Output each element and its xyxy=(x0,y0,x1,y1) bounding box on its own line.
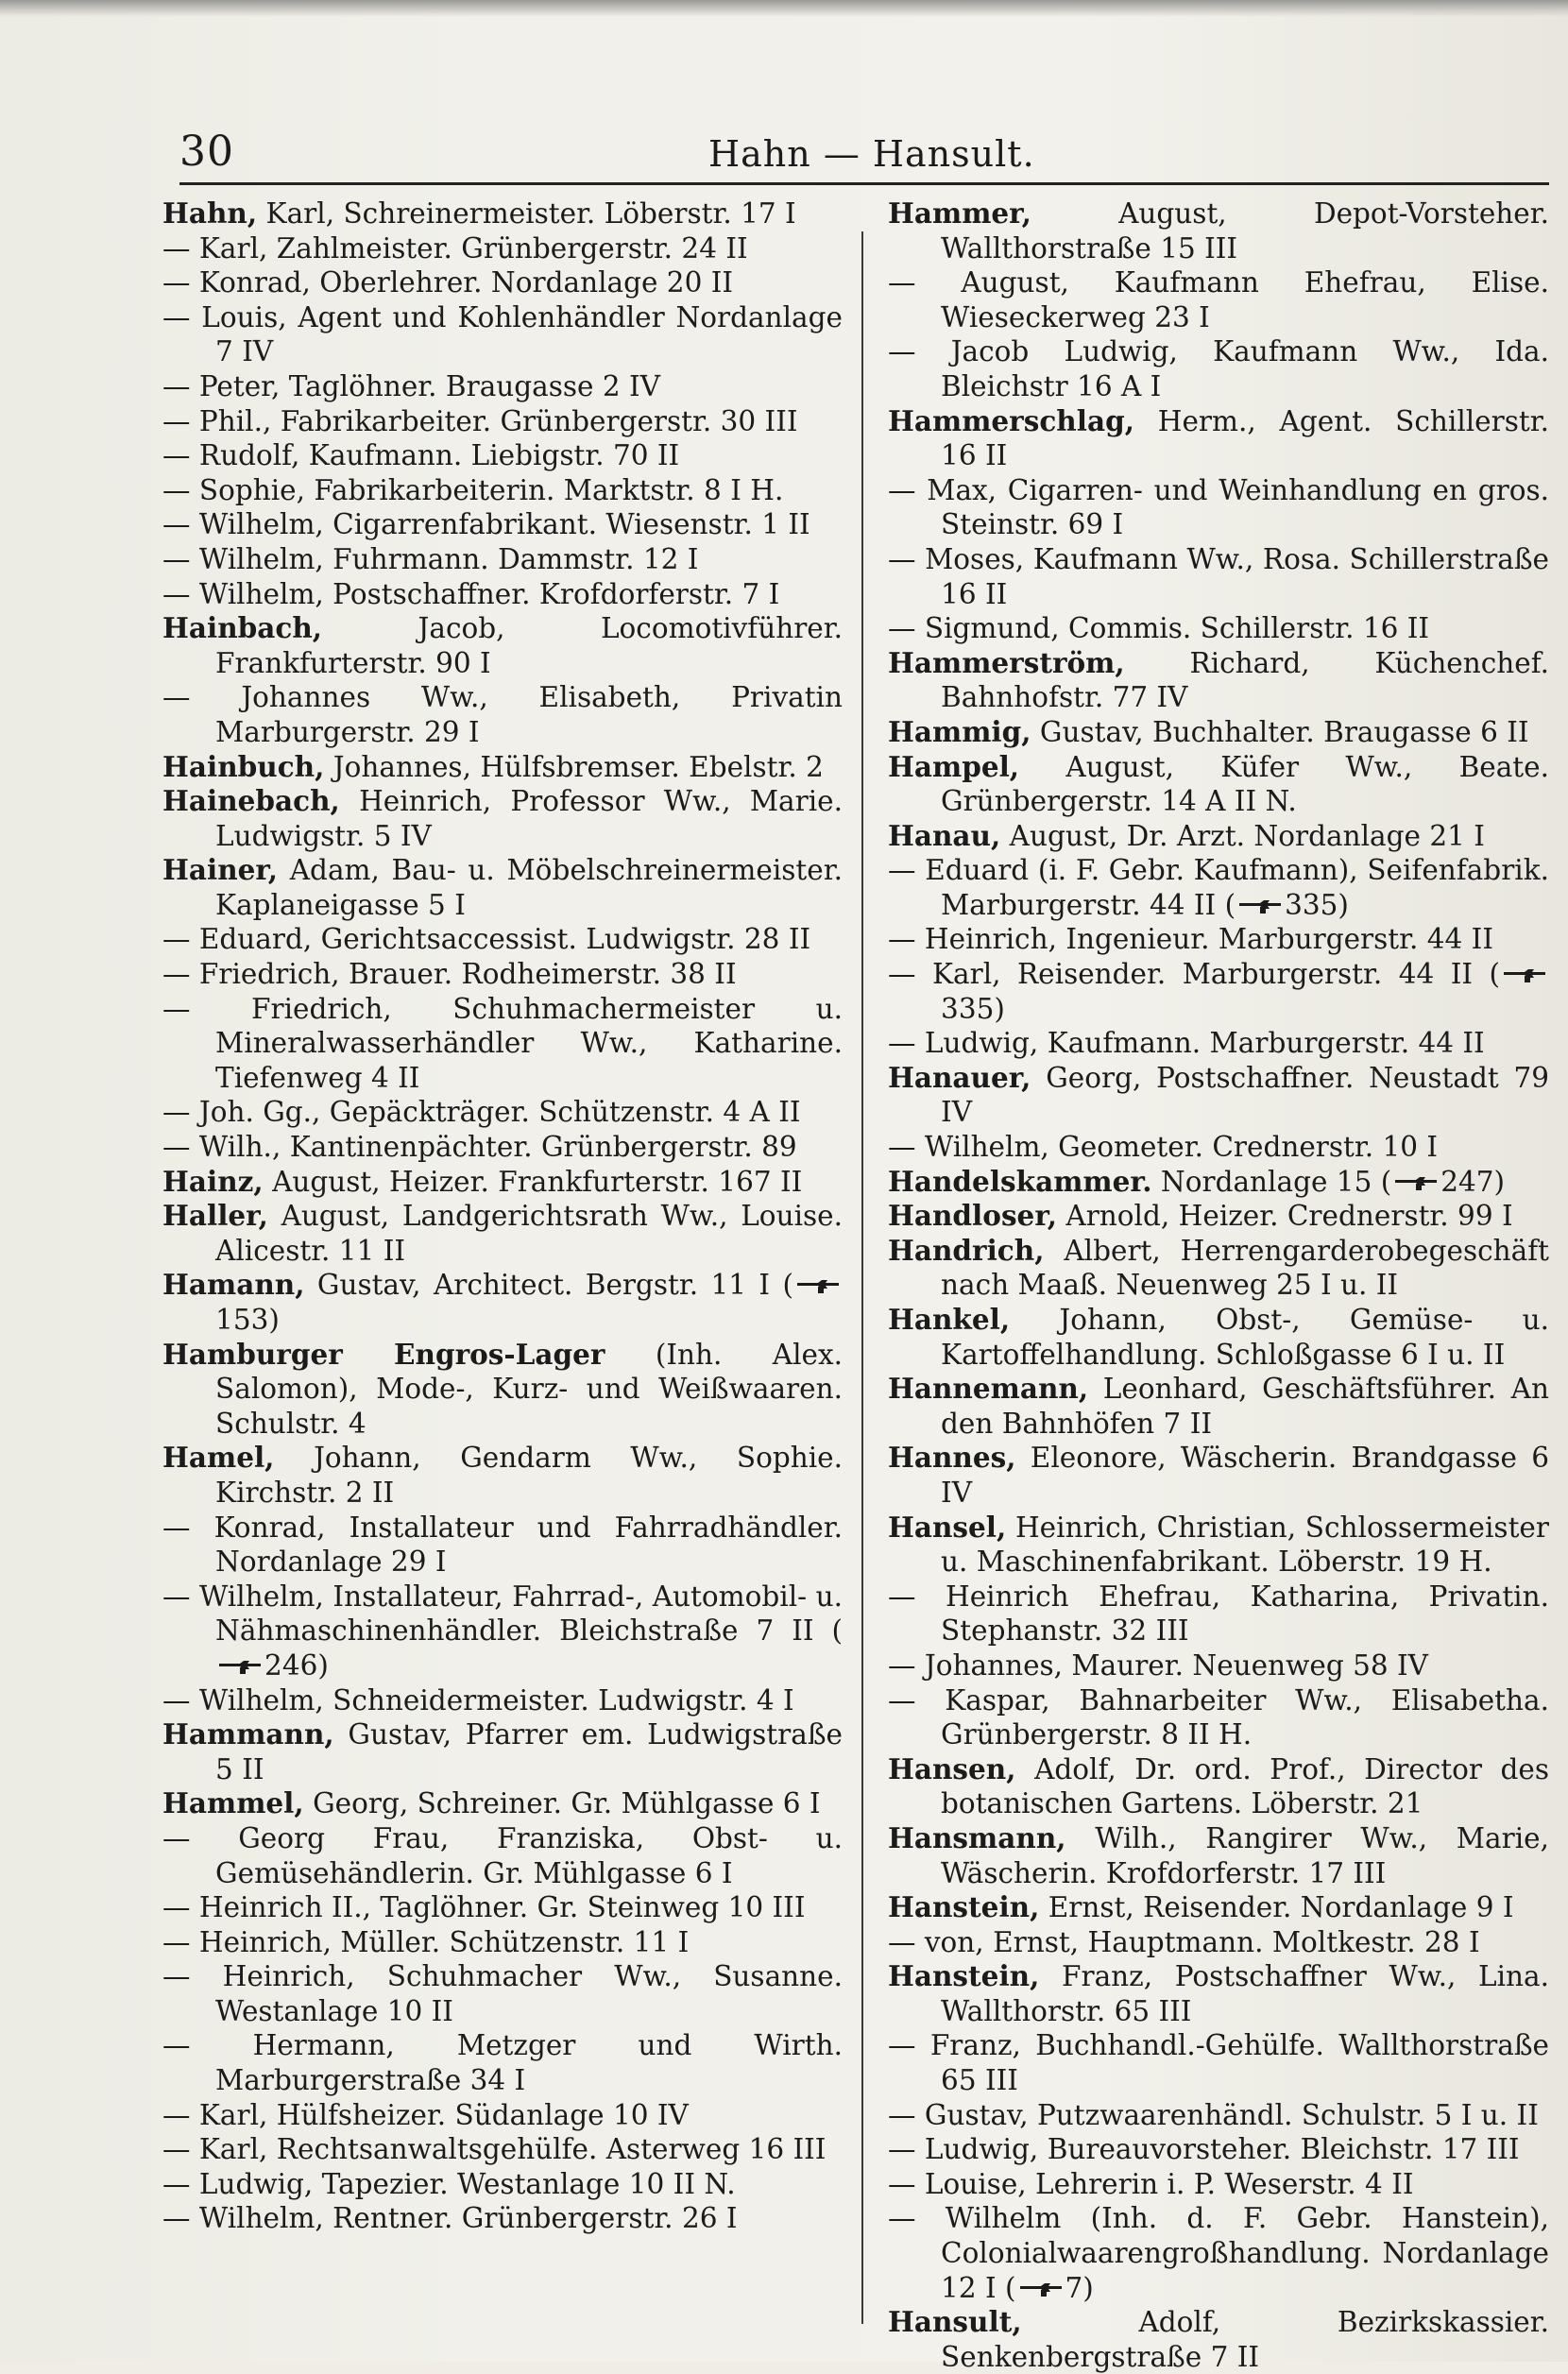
entry-text: Ludwig, Tapezier. Westanlage 10 II N. xyxy=(198,2167,736,2200)
directory-entry xyxy=(162,1786,843,1821)
entry-name: Hanstein, xyxy=(888,1959,1040,1993)
entry-name: — xyxy=(162,1096,191,1129)
entry-text: Heinrich II., Taglöhner. Gr. Steinweg 10 III xyxy=(198,1891,806,1924)
entry-text: August, Dr. Arzt. Nordanlage 21 I xyxy=(1009,819,1485,852)
entry-text: Ernst, Hauptmann. Moltkestr. 28 I xyxy=(993,1925,1480,1958)
directory-entry xyxy=(888,1925,1549,1960)
entry-text: Konrad, Oberlehrer. Nordanlage 20 II xyxy=(198,266,734,299)
telephone-reference: (246) xyxy=(215,1614,843,1682)
directory-entry xyxy=(888,542,1549,611)
entry-text: Heinrich, Christian, Schlossermeister u. Maschinenfabrikant. Löberstr. 19 H. xyxy=(941,1511,1549,1579)
entry-text: Ludwig, Kaufmann. Marburgerstr. 44 II xyxy=(924,1027,1485,1060)
entry-name: Handelskammer. xyxy=(888,1164,1152,1198)
entry-name: — xyxy=(162,2098,191,2131)
telephone-number: 153 xyxy=(215,1304,269,1336)
entry-name: — xyxy=(162,439,191,472)
directory-entry xyxy=(888,2132,1549,2167)
entry-name: — xyxy=(888,612,916,645)
entry-text: Eduard (i. F. Gebr. Kaufmann), Seifenfabrik. Marburgerstr. 44 II xyxy=(925,854,1549,921)
directory-entry xyxy=(162,542,843,577)
telephone-number: 7 xyxy=(1065,2271,1083,2304)
entry-text: Wilhelm, Rentner. Grünbergerstr. 26 I xyxy=(198,2202,738,2235)
directory-entry xyxy=(888,750,1549,819)
entry-text: Heinrich, Schuhmacher Ww., Susanne. Westanlage 10 II xyxy=(215,1960,843,2027)
entry-text: August, Depot-Vorsteher. Wallthorstraße 15 III xyxy=(941,197,1549,265)
entry-text: Johann, Gendarm Ww., Sophie. Kirchstr. 2 II xyxy=(215,1442,843,1509)
entry-name: Hanstein, xyxy=(888,1890,1040,1924)
entry-name: Handloser, xyxy=(888,1199,1057,1233)
directory-entry xyxy=(162,1199,843,1268)
entry-name: — xyxy=(888,266,916,299)
running-head: Hahn — Hansult. xyxy=(708,133,1035,175)
entry-text: Adolf, Bezirkskassier. Senkenbergstraße 7 II xyxy=(941,2306,1549,2373)
entry-text: Wilhelm (Inh. d. F. Gebr. Hanstein), Colonialwaarengroßhandlung. Nordanlage 12 I xyxy=(941,2202,1549,2304)
entry-text: Rudolf, Kaufmann. Liebigstr. 70 II xyxy=(198,439,680,472)
entry-text: Wilhelm, Geometer. Crednerstr. 10 I xyxy=(924,1131,1439,1164)
entry-name: Hainebach, xyxy=(162,784,340,818)
directory-entry xyxy=(888,196,1549,265)
directory-entry xyxy=(162,611,843,680)
entry-name: Hammerschlag, xyxy=(888,403,1134,437)
directory-entry xyxy=(162,784,843,853)
directory-entry xyxy=(888,646,1549,715)
entry-name: — xyxy=(162,2202,191,2235)
entry-name: — xyxy=(162,2167,191,2200)
pointing-hand-icon xyxy=(217,1659,263,1676)
directory-entry xyxy=(888,1026,1549,1061)
entry-name: — xyxy=(162,1925,191,1958)
entry-text: Nordanlage 15 xyxy=(1160,1165,1372,1198)
entry-name: Hannes, xyxy=(888,1441,1016,1475)
directory-entry xyxy=(888,1130,1549,1165)
entry-name: — xyxy=(162,266,191,299)
column-divider xyxy=(861,231,863,2324)
entry-name: Haller, xyxy=(162,1199,268,1233)
entry-text: Franz, Buchhandl.-Gehülfe. Wallthorstraße 65 III xyxy=(929,2029,1549,2097)
entry-text: Eleonore, Wäscherin. Brandgasse 6 IV xyxy=(941,1442,1549,1509)
entry-text: Adolf, Dr. ord. Prof., Director des botanischen Gartens. Löberstr. 21 xyxy=(941,1752,1549,1820)
entry-name: — xyxy=(888,958,916,991)
entry-name: Hamel, xyxy=(162,1441,275,1475)
entry-text: Albert, Herrengarderobegeschäft nach Maaß. Neuenweg 25 I u. II xyxy=(941,1234,1549,1302)
entry-name: — xyxy=(888,2133,916,2166)
entry-name: — xyxy=(162,681,191,714)
entry-name: — von, xyxy=(888,1925,984,1958)
entry-text: Louis, Agent und Kohlenhändler Nordanlage 7 IV xyxy=(201,300,843,368)
directory-entry xyxy=(888,334,1549,403)
entry-text: Wilhelm, Installateur, Fahrrad-, Automobil- u. Nähmaschinenhändler. Bleichstraße 7 II xyxy=(199,1580,843,1648)
entry-name: Hammerström, xyxy=(888,645,1125,679)
telephone-number: 335 xyxy=(1285,888,1338,921)
entry-text: Karl, Zahlmeister. Grünbergerstr. 24 II xyxy=(198,231,748,265)
directory-entry xyxy=(162,404,843,439)
directory-entry xyxy=(162,1959,843,2028)
entry-name: Hansult, xyxy=(888,2305,1022,2339)
telephone-reference: (335) xyxy=(941,958,1549,1025)
entry-name: — xyxy=(162,508,191,541)
telephone-number: 335 xyxy=(941,992,995,1025)
entry-name: — xyxy=(162,958,191,991)
directory-entry xyxy=(162,507,843,542)
entry-text: August, Kaufmann Ehefrau, Elise. Wieseckerweg 23 I xyxy=(941,266,1549,333)
directory-entry xyxy=(162,438,843,473)
entry-text: Karl, Reisender. Marburgerstr. 44 II xyxy=(931,958,1474,991)
entry-text: Ernst, Reisender. Nordanlage 9 I xyxy=(1048,1891,1514,1924)
entry-text: Jacob Ludwig, Kaufmann Ww., Ida. Bleichstr 16 A I xyxy=(941,335,1549,402)
entry-name: — xyxy=(162,300,191,333)
entry-text: Wilh., Kantinenpächter. Grünbergerstr. 89 xyxy=(198,1131,797,1164)
entry-text: Georg Frau, Franziska, Obst- u. Gemüsehändlerin. Gr. Mühlgasse 6 I xyxy=(215,1821,843,1889)
directory-entry xyxy=(888,1511,1549,1580)
directory-entry xyxy=(162,1441,843,1510)
entry-text: Johannes, Hülfsbremser. Ebelstr. 2 xyxy=(332,750,824,783)
entry-text: Sigmund, Commis. Schillerstr. 16 II xyxy=(924,612,1430,645)
entry-text: Sophie, Fabrikarbeiterin. Marktstr. 8 I H. xyxy=(198,473,784,506)
entry-name: Hahn, xyxy=(162,196,258,230)
directory-entry xyxy=(888,2305,1549,2374)
directory-entry xyxy=(888,1199,1549,1234)
entry-text: Johannes, Maurer. Neuenweg 58 IV xyxy=(924,1648,1428,1682)
entry-name: Hammann, xyxy=(162,1717,334,1751)
directory-entry xyxy=(162,2028,843,2097)
entry-text: Friedrich, Schuhmachermeister u. Mineralwasserhändler Ww., Katharine. Tiefenweg 4 II xyxy=(215,992,843,1094)
entry-name: Hansel, xyxy=(888,1510,1007,1544)
entry-text: August, Küfer Ww., Beate. Grünbergerstr. 14 A II N. xyxy=(941,750,1549,818)
directory-entry xyxy=(162,2201,843,2236)
directory-entry xyxy=(162,1821,843,1890)
directory-entry xyxy=(888,473,1549,542)
entry-name: — xyxy=(888,542,916,575)
entry-text: Herm., Agent. Schillerstr. 16 II xyxy=(941,404,1549,472)
entry-name: — xyxy=(888,1027,916,1060)
directory-entry xyxy=(888,1580,1549,1648)
entry-text: Georg, Postschaffner. Neustadt 79 IV xyxy=(941,1061,1549,1129)
directory-entry xyxy=(888,2098,1549,2133)
directory-entry xyxy=(162,992,843,1096)
entry-text: Johann, Obst-, Gemüse- u. Kartoffelhandlung. Schloßgasse 6 I u. II xyxy=(941,1304,1549,1371)
entry-text: Arnold, Heizer. Crednerstr. 99 I xyxy=(1065,1200,1513,1233)
entry-text: Richard, Küchenchef. Bahnhofstr. 77 IV xyxy=(941,646,1549,714)
entry-name: — xyxy=(162,1511,191,1544)
entry-name: — xyxy=(888,2098,916,2131)
directory-entry xyxy=(162,1095,843,1130)
directory-entry xyxy=(162,196,843,231)
entry-name: Hammel, xyxy=(162,1786,304,1820)
entry-name: Hainbuch, xyxy=(162,749,325,783)
page-number: 30 xyxy=(179,128,234,176)
entry-text: Wilhelm, Cigarrenfabrikant. Wiesenstr. 1 II xyxy=(198,508,810,541)
entry-text: Karl, Hülfsheizer. Südanlage 10 IV xyxy=(198,2098,689,2131)
directory-entry xyxy=(162,957,843,992)
directory-entry xyxy=(888,1061,1549,1130)
left-column xyxy=(162,196,843,2236)
directory-entry xyxy=(888,1303,1549,1372)
entry-name: — xyxy=(162,2133,191,2166)
pointing-hand-icon xyxy=(795,1278,841,1295)
directory-entry xyxy=(888,715,1549,750)
entry-text: Jacob, Locomotivführer. Frankfurterstr. 90 I xyxy=(215,612,843,679)
directory-entry xyxy=(888,1959,1549,2028)
directory-entry xyxy=(888,957,1549,1026)
entry-text: Peter, Taglöhner. Braugasse 2 IV xyxy=(198,369,660,402)
entry-name: — xyxy=(162,231,191,265)
entry-name: — xyxy=(162,542,191,575)
telephone-number: 247 xyxy=(1440,1165,1494,1198)
telephone-number: 246 xyxy=(264,1648,318,1682)
entry-text: Heinrich, Professor Ww., Marie. Ludwigstr. 5 IV xyxy=(215,785,843,852)
entry-text: Gustav, Pfarrer em. Ludwigstraße 5 II xyxy=(215,1718,843,1785)
header-rule xyxy=(179,182,1549,185)
directory-entry xyxy=(162,853,843,922)
directory-entry xyxy=(162,1165,843,1200)
entry-text: Wilh., Rangirer Ww., Marie, Wäscherin. Krofdorferstr. 17 III xyxy=(941,1821,1549,1889)
entry-name: — xyxy=(162,1131,191,1164)
directory-entry xyxy=(888,1890,1549,1925)
directory-entry xyxy=(888,611,1549,646)
entry-name: Handrich, xyxy=(888,1233,1045,1267)
directory-entry xyxy=(162,1580,843,1683)
entry-text: Kaspar, Bahnarbeiter Ww., Elisabetha. Grünbergerstr. 8 II H. xyxy=(941,1683,1549,1751)
entry-name: Hammer, xyxy=(888,196,1031,230)
entry-text: Joh. Gg., Gepäckträger. Schützenstr. 4 A II xyxy=(198,1096,801,1129)
entry-name: — xyxy=(162,992,191,1025)
entry-name: — xyxy=(888,1648,916,1682)
directory-entry xyxy=(162,300,843,369)
entry-name: — xyxy=(162,1683,191,1716)
entry-name: — xyxy=(162,369,191,402)
directory-entry xyxy=(162,1925,843,1960)
entry-name: — xyxy=(162,1891,191,1924)
directory-entry xyxy=(162,1717,843,1786)
entry-text: Gustav, Buchhalter. Braugasse 6 II xyxy=(1039,715,1529,748)
entry-name: — xyxy=(162,577,191,610)
directory-entry xyxy=(162,2098,843,2133)
entry-name: Hannemann, xyxy=(888,1372,1089,1406)
directory-entry xyxy=(888,1648,1549,1683)
entry-name: Hanau, xyxy=(888,818,1001,852)
entry-name: — xyxy=(888,854,916,887)
directory-entry xyxy=(162,680,843,749)
entry-text: Max, Cigarren- und Weinhandlung en gros. Steinstr. 69 I xyxy=(927,473,1549,541)
directory-entry xyxy=(162,1511,843,1580)
directory-entry xyxy=(888,1441,1549,1510)
entry-name: Hainer, xyxy=(162,853,279,887)
entry-text: Phil., Fabrikarbeiter. Grünbergerstr. 30 III xyxy=(198,404,798,437)
entry-text: Konrad, Installateur und Fahrradhändler. Nordanlage 29 I xyxy=(213,1511,843,1579)
entry-name: Hanauer, xyxy=(888,1060,1031,1094)
directory-entry xyxy=(888,2028,1549,2097)
telephone-reference: ( 247) xyxy=(1372,1165,1506,1198)
directory-entry xyxy=(888,1821,1549,1890)
entry-name: Hankel, xyxy=(888,1303,1011,1336)
entry-name: Hamburger Engros-Lager xyxy=(162,1337,605,1371)
entry-text: Hermann, Metzger und Wirth. Marburgerstraße 34 I xyxy=(215,2029,843,2097)
directory-entry xyxy=(888,1372,1549,1441)
directory-entry xyxy=(162,922,843,957)
entry-text: Franz, Postschaffner Ww., Lina. Wallthorstr. 65 III xyxy=(941,1960,1549,2027)
entry-name: Hainz, xyxy=(162,1164,264,1198)
directory-entry xyxy=(162,2167,843,2202)
entry-text: Johannes Ww., Elisabeth, Privatin Marburgerstr. 29 I xyxy=(215,681,843,748)
directory-entry xyxy=(888,2167,1549,2202)
entry-text: Wilhelm, Postschaffner. Krofdorferstr. 7 I xyxy=(198,577,780,610)
entry-text: Adam, Bau- u. Möbelschreinermeister. Kaplaneigasse 5 I xyxy=(215,854,843,921)
directory-entry xyxy=(162,577,843,612)
entry-name: — xyxy=(888,923,916,956)
entry-text: Ludwig, Bureauvorsteher. Bleichstr. 17 III xyxy=(924,2133,1520,2166)
entry-name: — xyxy=(888,473,916,506)
entry-name: — xyxy=(888,1131,916,1164)
directory-entry xyxy=(888,2201,1549,2305)
right-column xyxy=(888,196,1549,2374)
telephone-reference: (153) xyxy=(215,1269,843,1336)
directory-entry xyxy=(162,473,843,508)
directory-entry xyxy=(888,265,1549,334)
entry-name: — xyxy=(888,2202,916,2235)
entry-name: Hainbach, xyxy=(162,611,323,645)
entry-text: Heinrich, Ingenieur. Marburgerstr. 44 II xyxy=(924,923,1493,956)
directory-entry xyxy=(888,819,1549,854)
entry-name: — xyxy=(888,1683,916,1716)
telephone-reference: ( 335) xyxy=(1216,888,1349,921)
directory-entry xyxy=(162,1130,843,1165)
directory-entry xyxy=(162,750,843,785)
entry-text: (Inh. Alex. Salomon), Mode-, Kurz- und Weißwaaren. Schulstr. 4 xyxy=(215,1338,843,1440)
directory-entry xyxy=(162,1268,843,1337)
entry-name: — xyxy=(162,923,191,956)
entry-text: Wilhelm, Fuhrmann. Dammstr. 12 I xyxy=(198,542,699,575)
entry-name: — xyxy=(162,1960,191,1993)
entry-text: Gustav, Putzwaarenhändl. Schulstr. 5 I u. II xyxy=(924,2098,1539,2131)
page-top-edge-shadow xyxy=(0,0,1568,17)
entry-name: — xyxy=(162,404,191,437)
entry-text: Wilhelm, Schneidermeister. Ludwigstr. 4 I xyxy=(198,1683,794,1716)
entry-name: — xyxy=(162,1580,191,1613)
entry-text: Heinrich, Müller. Schützenstr. 11 I xyxy=(198,1925,690,1958)
entry-name: Hansen, xyxy=(888,1751,1016,1785)
directory-entry xyxy=(162,2132,843,2167)
entry-name: — xyxy=(888,335,916,368)
telephone-reference: ( 7) xyxy=(996,2271,1094,2304)
entry-text: Gustav, Architect. Bergstr. 11 I xyxy=(316,1269,771,1302)
entry-text: Karl, Rechtsanwaltsgehülfe. Asterweg 16 III xyxy=(198,2133,827,2166)
entry-text: August, Heizer. Frankfurterstr. 167 II xyxy=(272,1165,803,1198)
entry-name: — xyxy=(888,2167,916,2200)
entry-name: Hamann, xyxy=(162,1268,305,1302)
entry-name: Hammig, xyxy=(888,714,1031,748)
directory-entry xyxy=(888,1165,1549,1200)
directory-entry xyxy=(888,922,1549,957)
directory-entry xyxy=(888,1752,1549,1821)
entry-text: Georg, Schreiner. Gr. Mühlgasse 6 I xyxy=(313,1787,821,1820)
entry-text: Friedrich, Brauer. Rodheimerstr. 38 II xyxy=(198,958,737,991)
entry-name: Hampel, xyxy=(888,749,1020,783)
directory-entry xyxy=(888,404,1549,473)
entry-name: — xyxy=(162,473,191,506)
directory-entry xyxy=(162,369,843,404)
entry-name: — xyxy=(162,2029,191,2062)
entry-name: Hansmann, xyxy=(888,1820,1066,1854)
pointing-hand-icon xyxy=(1502,967,1547,984)
entry-text: Leonhard, Geschäftsführer. An den Bahnhöfen 7 II xyxy=(941,1373,1549,1440)
pointing-hand-icon xyxy=(1393,1175,1439,1192)
directory-entry xyxy=(888,1683,1549,1752)
entry-text: August, Landgerichtsrath Ww., Louise. Alicestr. 11 II xyxy=(215,1200,843,1267)
entry-text: Moses, Kaufmann Ww., Rosa. Schillerstraße 16 II xyxy=(925,542,1549,610)
directory-entry xyxy=(162,1890,843,1925)
directory-entry xyxy=(888,853,1549,922)
entry-name: — xyxy=(162,1821,191,1854)
directory-entry xyxy=(162,1338,843,1442)
entry-text: Louise, Lehrerin i. P. Weserstr. 4 II xyxy=(924,2167,1414,2200)
entry-name: — xyxy=(888,2029,916,2062)
directory-entry xyxy=(162,265,843,300)
pointing-hand-icon xyxy=(1018,2281,1064,2298)
entry-text: Eduard, Gerichtsaccessist. Ludwigstr. 28 II xyxy=(198,923,811,956)
page-header xyxy=(179,128,1549,184)
pointing-hand-icon xyxy=(1237,898,1283,915)
entry-text: Karl, Schreinermeister. Löberstr. 17 I xyxy=(265,197,796,230)
entry-text: Heinrich Ehefrau, Katharina, Privatin. Stephanstr. 32 III xyxy=(941,1580,1549,1648)
entry-name: — xyxy=(888,1580,916,1613)
directory-entry xyxy=(888,1234,1549,1303)
directory-entry xyxy=(162,1683,843,1718)
directory-entry xyxy=(162,231,843,266)
